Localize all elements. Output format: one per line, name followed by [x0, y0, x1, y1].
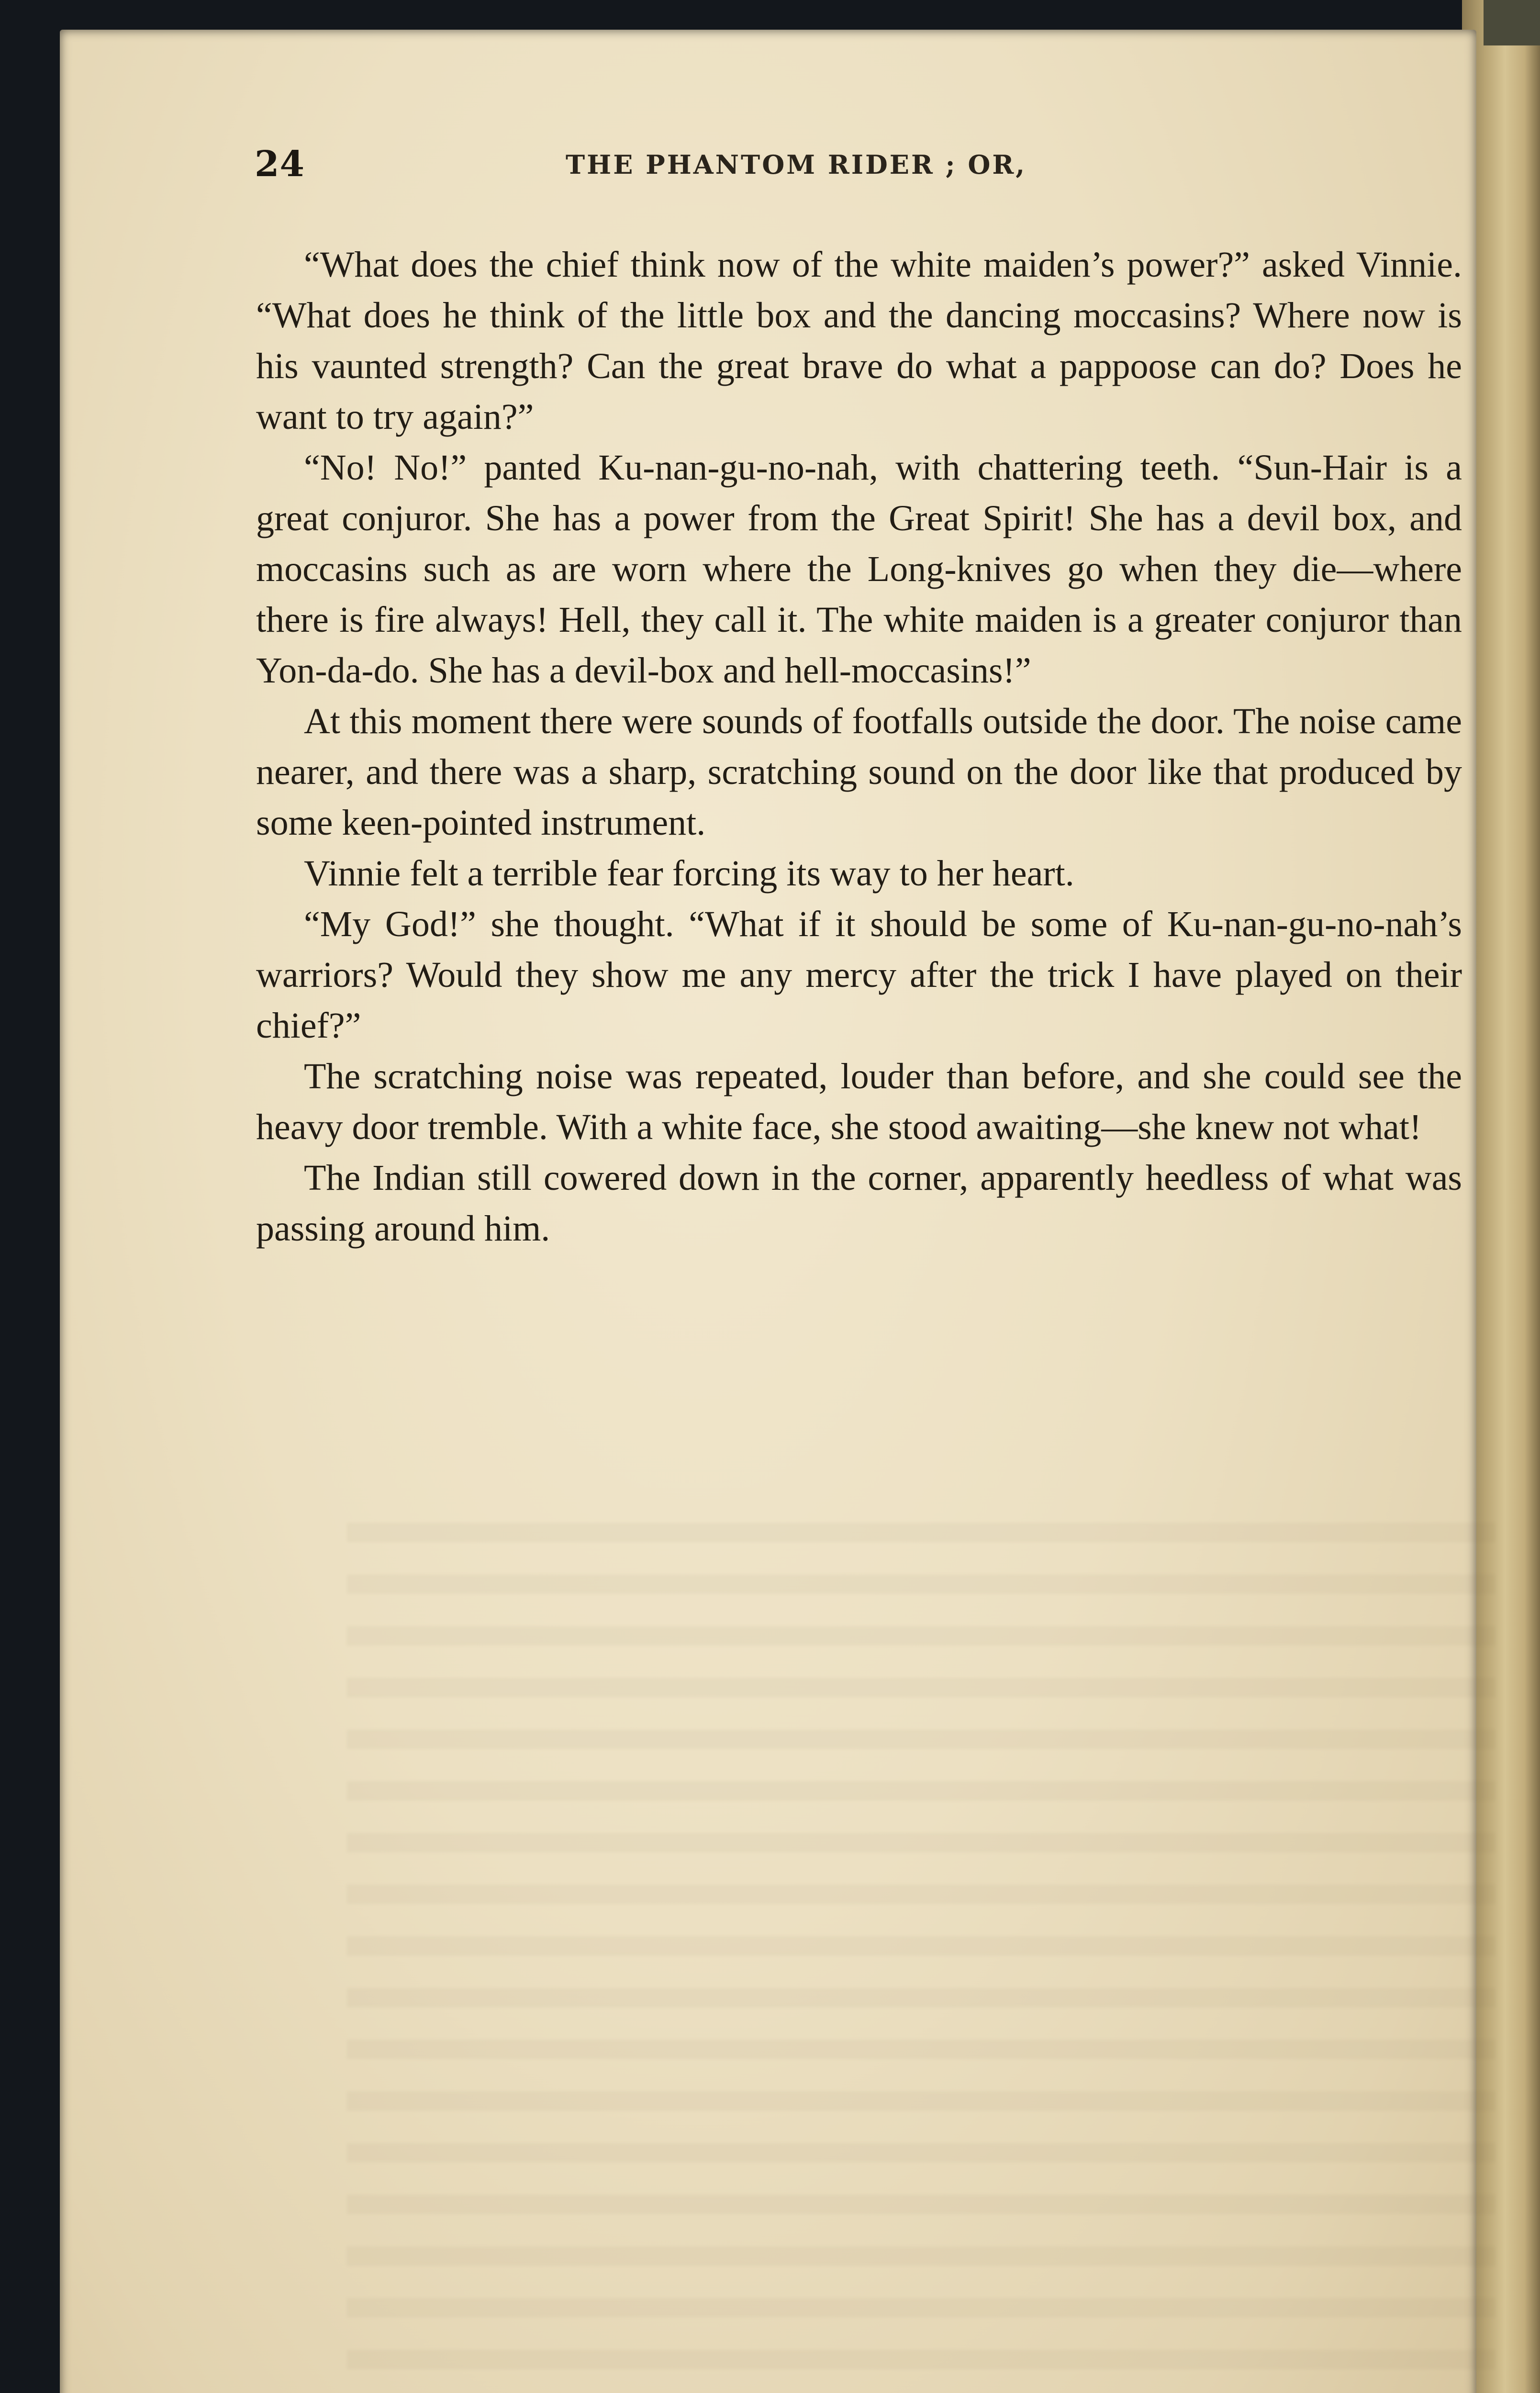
paragraph-4: Vinnie felt a terrible fear forcing its way to her heart. [304, 853, 1074, 894]
running-head: THE PHANTOM RIDER ; OR, [566, 149, 1027, 180]
paragraph-7: The Indian still cowered down in the corner, apparently heedless of what was passing around him. [256, 1158, 1462, 1249]
show-through-text [347, 1523, 1495, 2384]
paragraph-6: The scratching noise was repeated, louder than before, and she could see the heavy door tremble. With a white face, she stood awaiting—she knew not what! [256, 1056, 1462, 1147]
paragraph-3: At this moment there were sounds of footfalls outside the door. The noise came nearer, and there was a sharp, scratching sound on the door like that produced by some keen-pointed instrument. [256, 701, 1462, 843]
paragraph-1: “What does the chief think now of the white maiden’s power?” asked Vinnie. “What does he think of the little box and the dancing moccasins? Where now is his vaunted strength? Can the great brave do what a pappoose can do? Does he want to try again?” [256, 245, 1462, 437]
paragraph-2: “No! No!” panted Ku-nan-gu-no-nah, with chattering teeth. “Sun-Hair is a great conjuror. She has a power from the Great Spirit! She has a devil box, and moccasins such as are worn where the Long-knives go when they die—where there is fire always! Hell, they call it. The white maiden is a greater conjuror than Yon-da-do. She has a devil-box and hell-moccasins!” [256, 447, 1462, 691]
page-number: 24 [255, 144, 305, 185]
page-header [255, 144, 1461, 196]
paragraph-5: “My God!” she thought. “What if it should be some of Ku-nan-gu-no-nah’s warriors? Would they show me any mercy after the trick I have played on their chief?” [256, 904, 1462, 1046]
body-text [256, 239, 1462, 1254]
spine-shadow [1484, 0, 1540, 45]
